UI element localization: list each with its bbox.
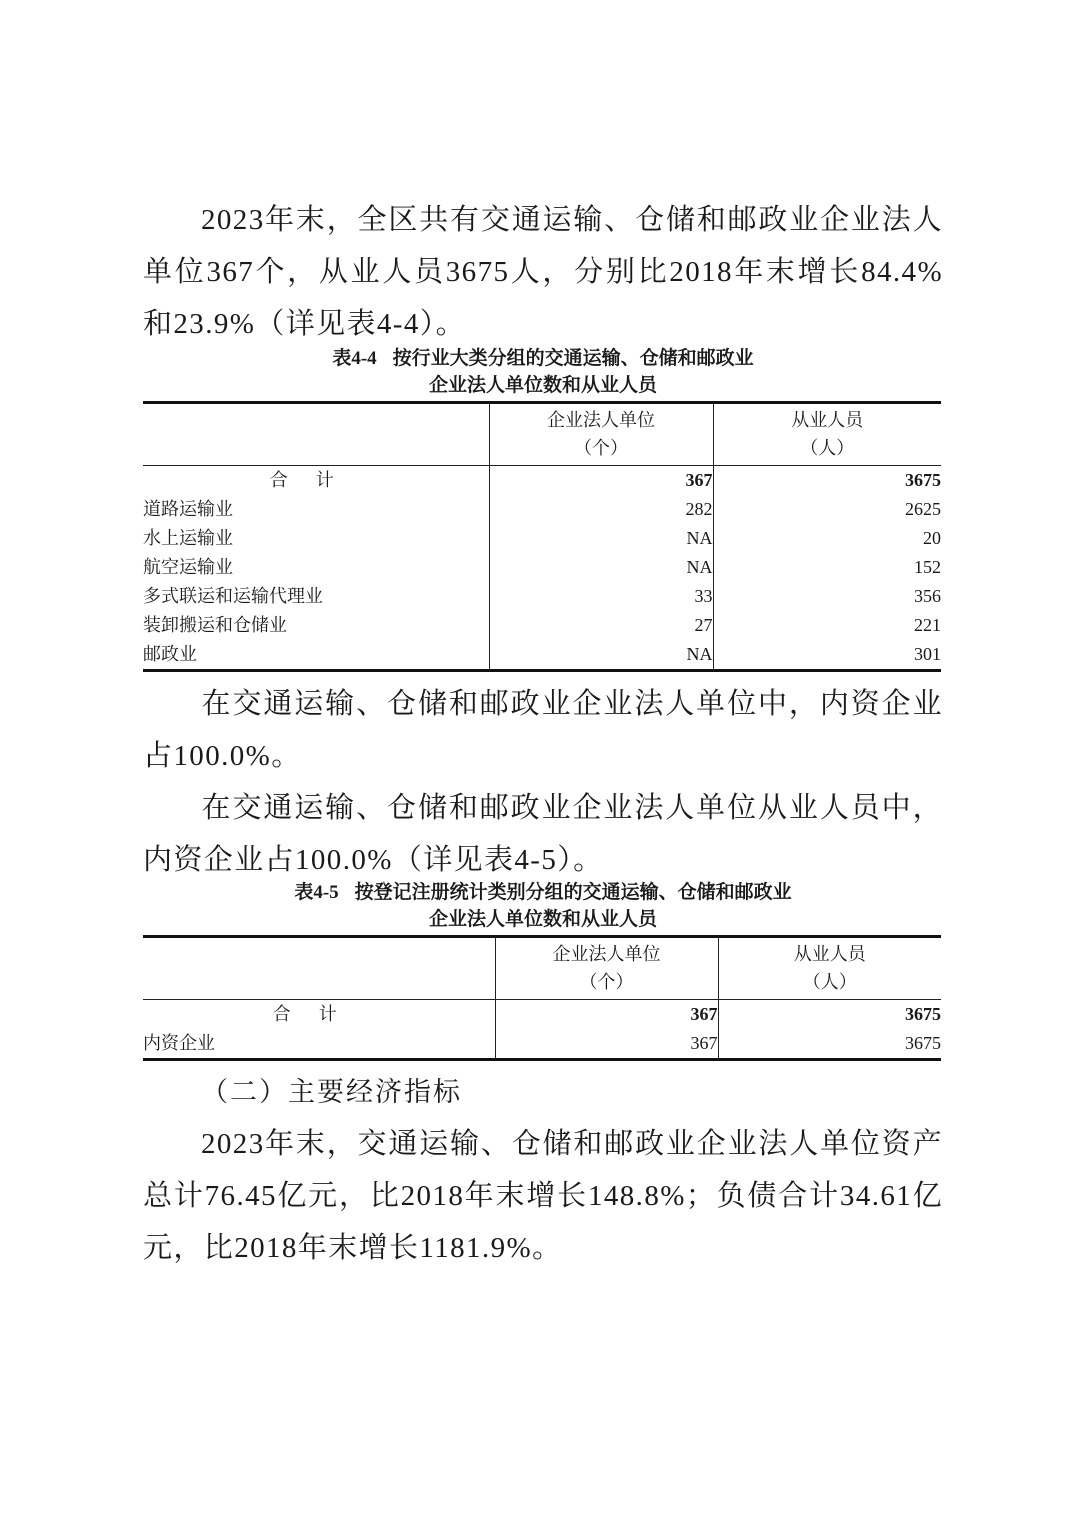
cell-employees: 152	[914, 557, 941, 577]
header-units	[495, 937, 718, 1000]
header-employees	[718, 937, 941, 1000]
row-label: 航空运输业	[143, 553, 489, 582]
table-title-line1: 按登记注册统计类别分组的交通运输、仓储和邮政业	[354, 882, 792, 903]
row-label	[143, 466, 489, 496]
row-label: 邮政业	[143, 640, 489, 671]
cell-employees: 3675	[905, 470, 941, 490]
header-label: 企业法人单位	[547, 410, 655, 430]
table-row	[143, 495, 941, 524]
table-title-line2: 企业法人单位数和从业人员	[428, 909, 657, 930]
cell-employees: 20	[923, 528, 941, 548]
cell-employees: 301	[914, 644, 941, 664]
cell-units: NA	[489, 524, 713, 553]
table-row	[143, 1029, 941, 1060]
cell-units: 367	[489, 466, 713, 496]
section-heading: （二）主要经济指标	[201, 1077, 462, 1107]
header-unit: （人）	[802, 972, 857, 992]
paragraph-domestic-employees	[143, 782, 943, 886]
table-4-4	[143, 401, 941, 672]
cell-employees: 356	[914, 586, 941, 606]
table-row	[143, 553, 941, 582]
paragraph-economic-indicators	[143, 1118, 943, 1274]
header-unit: （个）	[579, 972, 634, 992]
table-title-line2: 企业法人单位数和从业人员	[428, 375, 657, 396]
cell-units: 33	[489, 582, 713, 611]
paragraph-text: 2023年末，全区共有交通运输、仓储和邮政业企业法人单位367个，从业人员3675人，分别比2018年末增长84.4%和23.9%（详见表4-4）。	[143, 204, 943, 340]
row-label: 道路运输业	[143, 495, 489, 524]
header-units	[489, 403, 713, 466]
row-label: 内资企业	[143, 1029, 495, 1060]
table-title-line1: 按行业大类分组的交通运输、仓储和邮政业	[392, 348, 754, 369]
paragraph-text: 在交通运输、仓储和邮政业企业法人单位中，内资企业占100.0%。	[143, 688, 943, 772]
table-row	[143, 640, 941, 671]
row-label: 水上运输业	[143, 524, 489, 553]
cell-units: NA	[489, 553, 713, 582]
header-unit: （人）	[800, 438, 855, 458]
table-total-row	[143, 1000, 941, 1030]
header-label: 从业人员	[791, 410, 864, 430]
table-row	[143, 611, 941, 640]
paragraph-text: 在交通运输、仓储和邮政业企业法人单位从业人员中，内资企业占100.0%（详见表4-5）。	[143, 792, 943, 876]
header-employees	[713, 403, 941, 466]
table-header-row	[143, 403, 941, 466]
cell-employees: 3675	[905, 1004, 941, 1024]
table-total-row	[143, 466, 941, 496]
table-4-4-caption	[143, 345, 943, 399]
row-label: 装卸搬运和仓储业	[143, 611, 489, 640]
paragraph-domestic-units	[143, 678, 943, 782]
cell-employees: 2625	[905, 499, 941, 519]
cell-employees: 3675	[905, 1033, 941, 1053]
header-label: 从业人员	[793, 944, 866, 964]
table-row	[143, 524, 941, 553]
cell-units: 367	[495, 1029, 718, 1060]
cell-employees: 221	[914, 615, 941, 635]
table-4-5-caption	[143, 879, 943, 933]
paragraph-enterprise-count	[143, 194, 943, 350]
cell-units: NA	[489, 640, 713, 671]
header-blank	[143, 403, 489, 466]
table-row	[143, 582, 941, 611]
row-label: 多式联运和运输代理业	[143, 582, 489, 611]
table-number: 表4-5	[294, 882, 339, 903]
header-label: 企业法人单位	[552, 944, 661, 964]
table-4-5	[143, 935, 941, 1061]
paragraph-text: 2023年末，交通运输、仓储和邮政业企业法人单位资产总计76.45亿元，比2018年末增长148.8%；负债合计34.61亿元，比2018年末增长1181.9%。	[143, 1128, 943, 1264]
table-header-row	[143, 937, 941, 1000]
cell-units: 27	[489, 611, 713, 640]
header-blank	[143, 937, 495, 1000]
table-number: 表4-4	[332, 348, 377, 369]
cell-units: 282	[489, 495, 713, 524]
total-label: 合计	[272, 1004, 365, 1024]
row-label	[143, 1000, 495, 1030]
header-unit: （个）	[574, 438, 628, 458]
cell-units: 367	[495, 1000, 718, 1030]
total-label: 合计	[269, 470, 362, 490]
